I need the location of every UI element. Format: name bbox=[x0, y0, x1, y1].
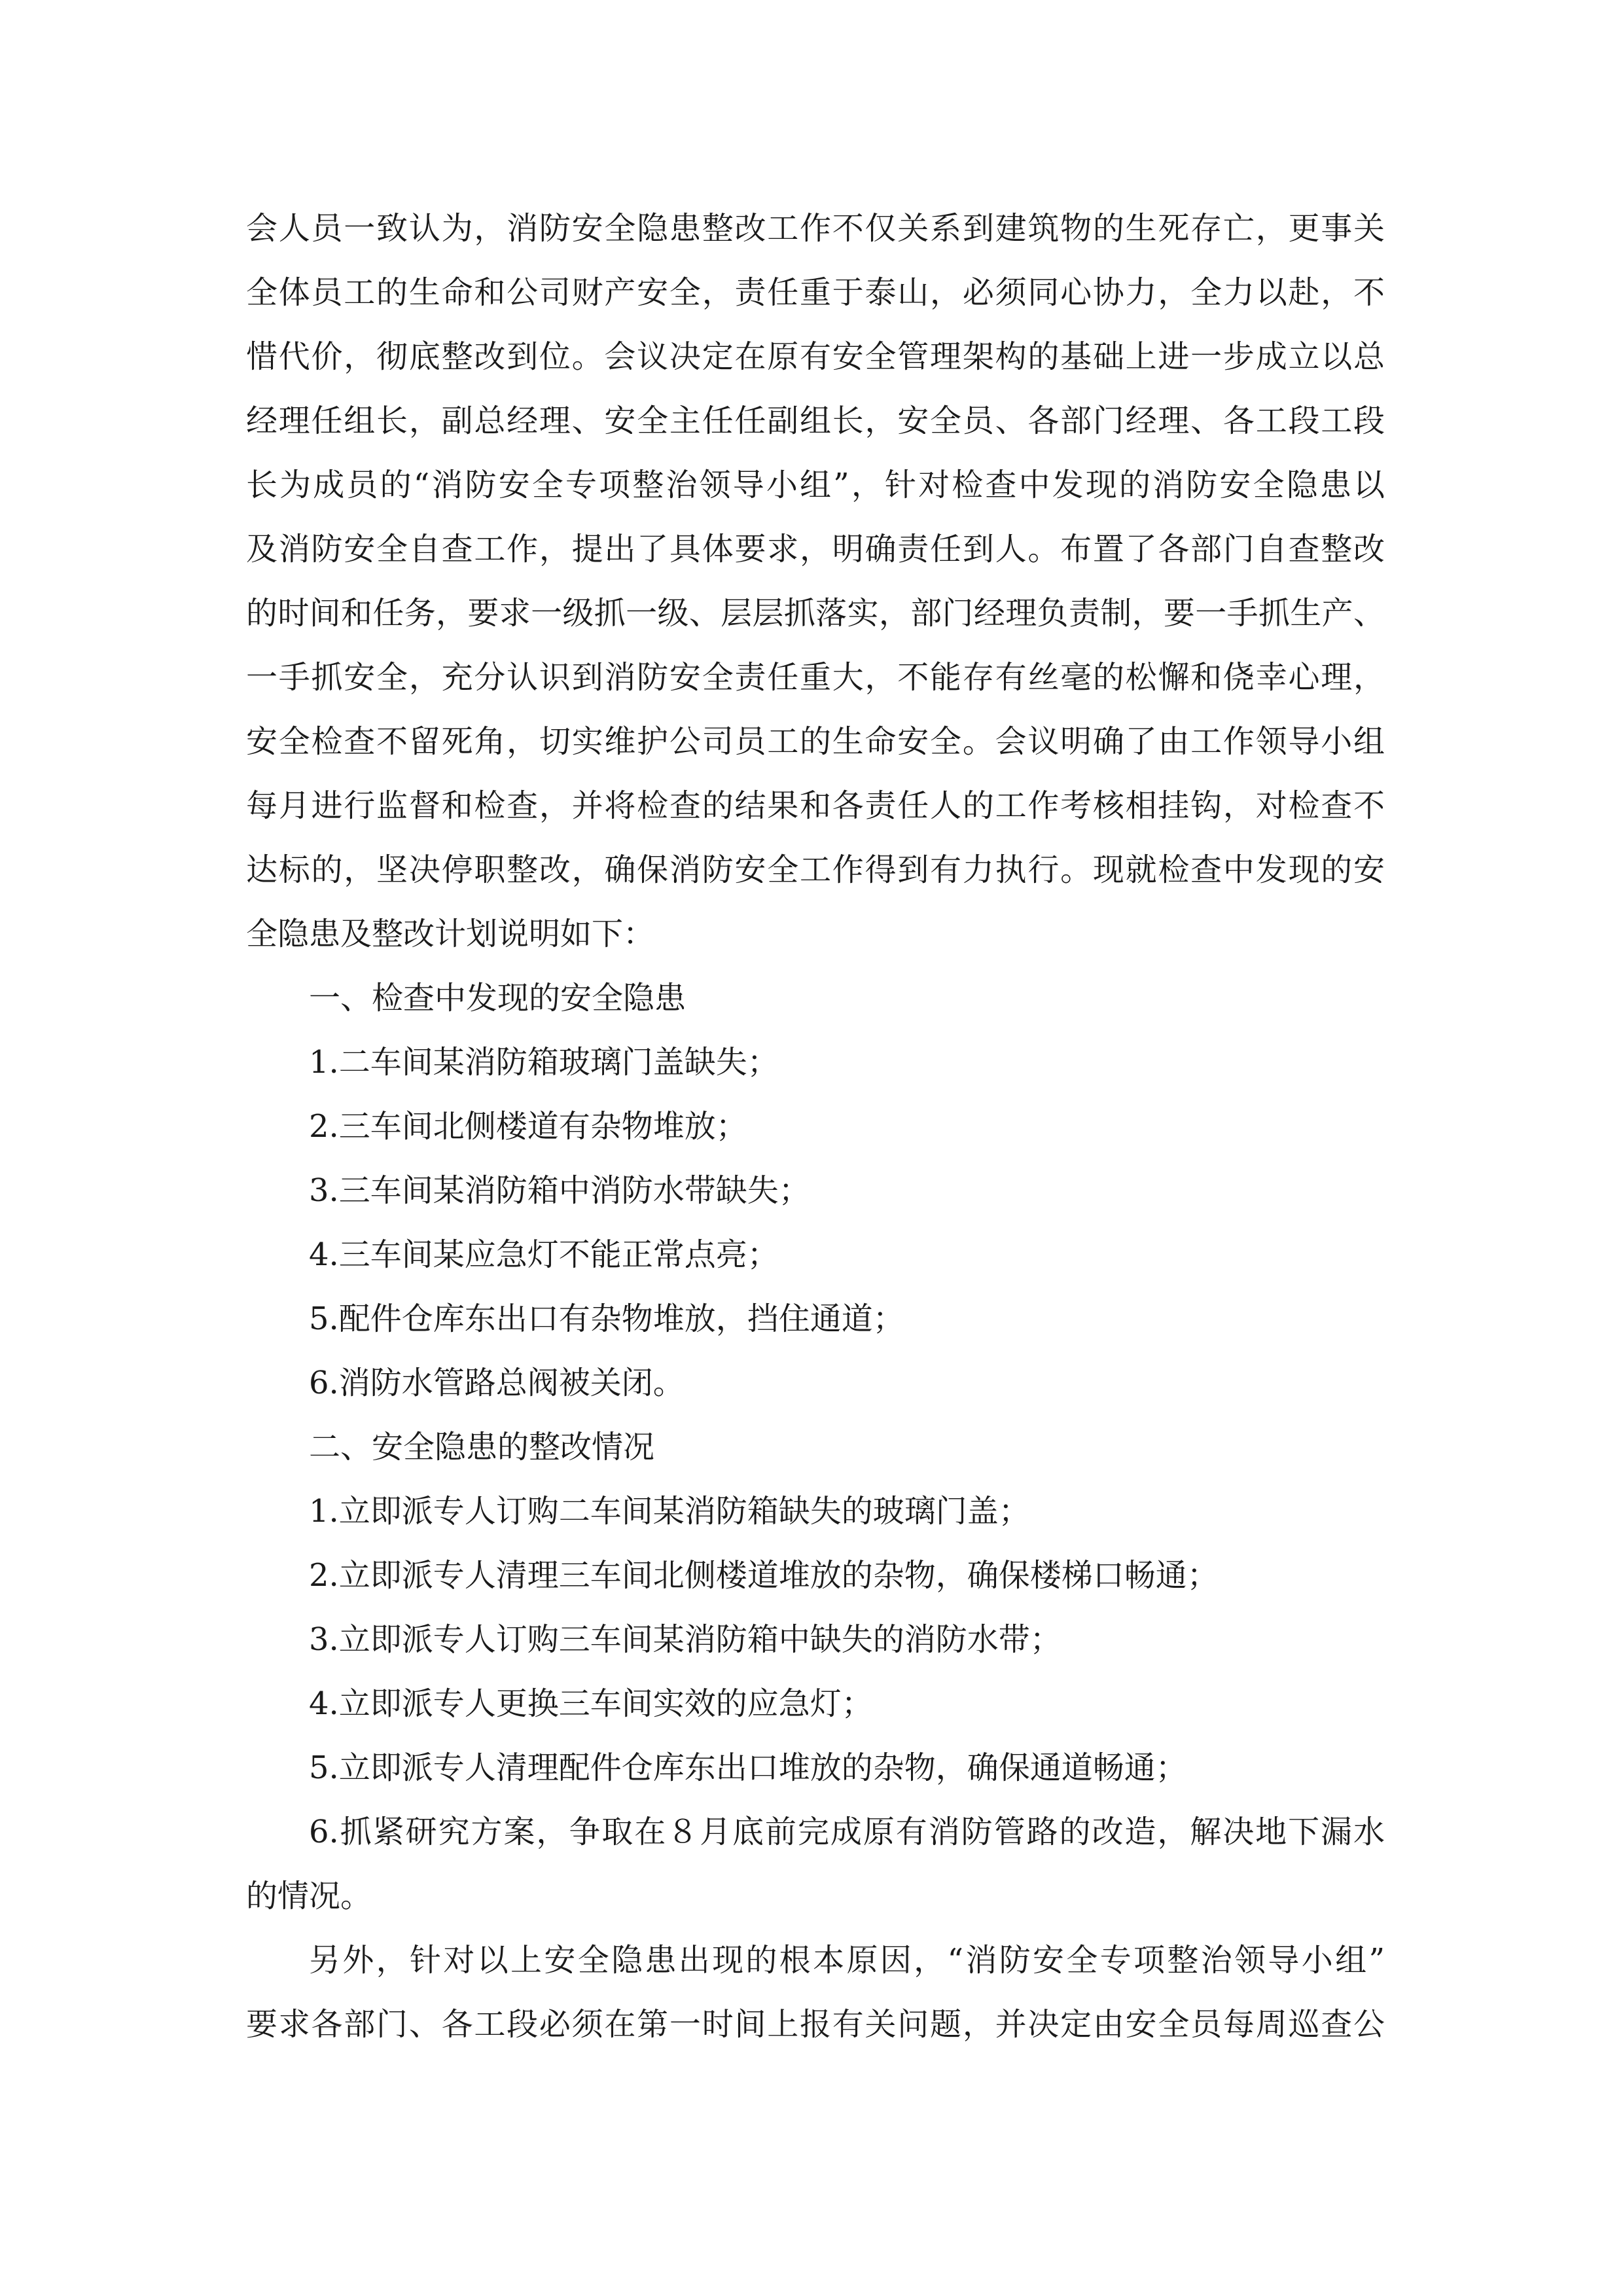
text-line: 一手抓安全，充分认识到消防安全责任重大，不能存有丝毫的松懈和侥幸心理， bbox=[246, 659, 1385, 696]
list-item: 4.三车间某应急灯不能正常点亮； bbox=[309, 1236, 779, 1273]
text-line: 全隐患及整改计划说明如下： bbox=[246, 916, 655, 952]
section-hazards-found bbox=[246, 966, 1385, 1415]
list-item: 1.立即派专人订购二车间某消防箱缺失的玻璃门盖； bbox=[309, 1493, 1030, 1530]
list-item: 5.立即派专人清理配件仓库东出口堆放的杂物，确保通道畅通； bbox=[309, 1749, 1187, 1786]
list-item: 3.立即派专人订购三车间某消防箱中缺失的消防水带； bbox=[309, 1621, 1061, 1658]
text-line: 安全检查不留死角，切实维护公司员工的生命安全。会议明确了由工作领导小组 bbox=[246, 723, 1385, 760]
text-line: 经理任组长，副总经理、安全主任任副组长，安全员、各部门经理、各工段工段 bbox=[246, 403, 1385, 439]
paragraph-additional bbox=[246, 1928, 1385, 2056]
list-item: 6.抓紧研究方案，争取在８月底前完成原有消防管路的改造，解决地下漏水 bbox=[309, 1814, 1385, 1850]
text-line: 长为成员的“消防安全专项整治领导小组”，针对检查中发现的消防安全隐患以 bbox=[246, 467, 1385, 503]
document-body bbox=[246, 196, 1385, 2056]
text-line: 达标的，坚决停职整改，确保消防安全工作得到有力执行。现就检查中发现的安 bbox=[246, 852, 1385, 888]
section-rectification bbox=[246, 1415, 1385, 1928]
list-item: 4.立即派专人更换三车间实效的应急灯； bbox=[309, 1685, 873, 1722]
section-heading: 二、安全隐患的整改情况 bbox=[309, 1429, 655, 1465]
list-item: 1.二车间某消防箱玻璃门盖缺失； bbox=[309, 1044, 779, 1081]
paragraph-meeting-summary bbox=[246, 196, 1385, 966]
text-line: 会人员一致认为，消防安全隐患整改工作不仅关系到建筑物的生死存亡，更事关 bbox=[246, 210, 1385, 247]
text-line: 全体员工的生命和公司财产安全，责任重于泰山，必须同心协力，全力以赴，不 bbox=[246, 274, 1385, 311]
section-heading: 一、检查中发现的安全隐患 bbox=[309, 980, 687, 1016]
list-item: 6.消防水管路总阀被关闭。 bbox=[309, 1365, 685, 1401]
list-item: 3.三车间某消防箱中消防水带缺失； bbox=[309, 1172, 810, 1209]
text-line: 的情况。 bbox=[246, 1878, 372, 1914]
text-line: 惜代价，彻底整改到位。会议决定在原有安全管理架构的基础上进一步成立以总 bbox=[246, 338, 1385, 375]
list-item: 5.配件仓库东出口有杂物堆放，挡住通道； bbox=[309, 1300, 904, 1337]
text-line: 另外，针对以上安全隐患出现的根本原因，“消防安全专项整治领导小组” bbox=[309, 1942, 1385, 1979]
list-item: 2.立即派专人清理三车间北侧楼道堆放的杂物，确保楼梯口畅通； bbox=[309, 1557, 1219, 1594]
text-line: 的时间和任务，要求一级抓一级、层层抓落实，部门经理负责制，要一手抓生产、 bbox=[246, 595, 1385, 632]
text-line: 每月进行监督和检查，并将检查的结果和各责任人的工作考核相挂钩，对检查不 bbox=[246, 787, 1385, 824]
text-line: 及消防安全自查工作，提出了具体要求，明确责任到人。布置了各部门自查整改 bbox=[246, 531, 1385, 567]
list-item: 2.三车间北侧楼道有杂物堆放； bbox=[309, 1108, 747, 1145]
text-line: 要求各部门、各工段必须在第一时间上报有关问题，并决定由安全员每周巡查公 bbox=[246, 2006, 1385, 2043]
